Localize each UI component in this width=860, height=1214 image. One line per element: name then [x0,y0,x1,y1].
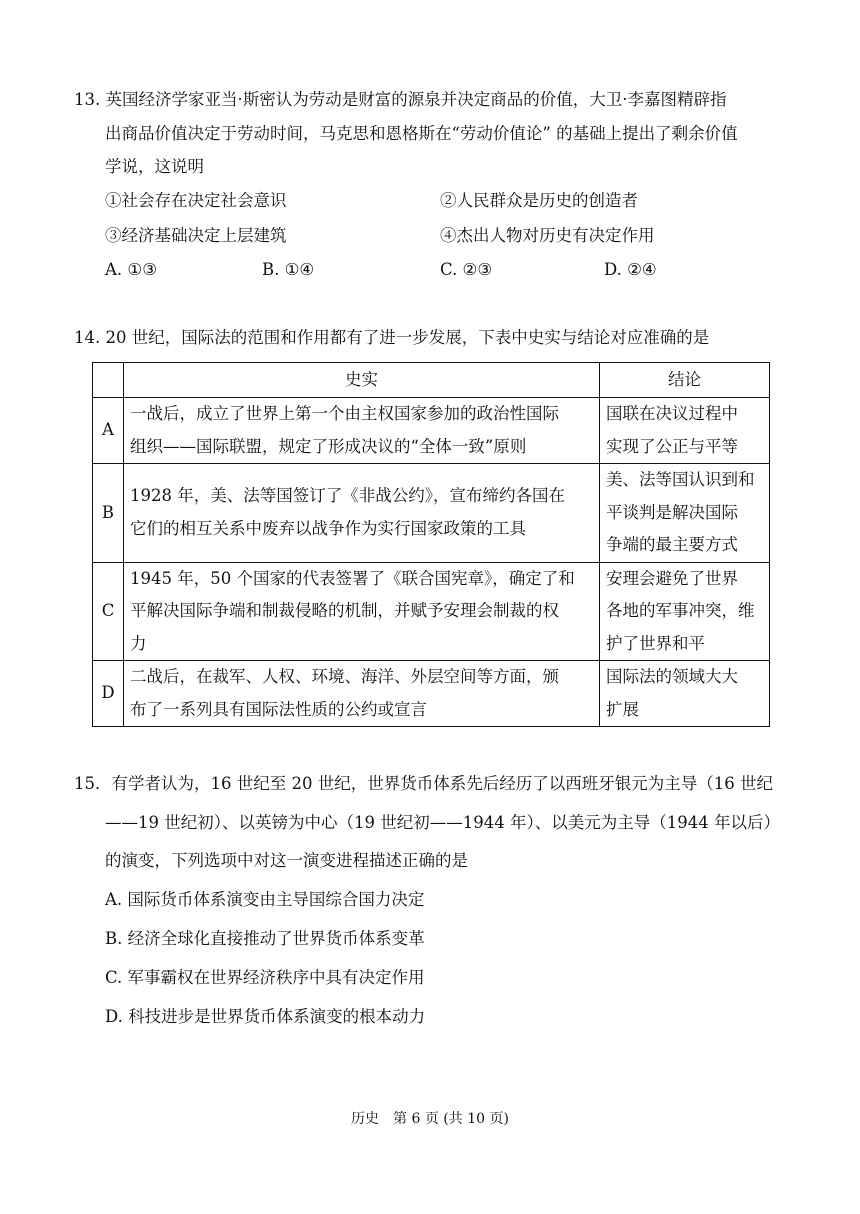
q13-statement-1: ①社会存在决定社会意识 [105,191,287,210]
q14-table [92,362,770,727]
fact-line: 1945 年，50 个国家的代表签署了《联合国宪章》，确定了和 [130,568,575,588]
q13-option-b: B. ①④ [262,260,315,279]
header-label-cell [93,363,124,398]
q13-stem-line-3: 学说，这说明 [105,157,204,176]
conclusion-line: 扩展 [606,699,639,719]
q15-option-b: B. 经济全球化直接推动了世界货币体系变革 [105,929,425,948]
row-label: B [93,464,124,563]
q15-stem-line-1: 15．有学者认为，16 世纪至 20 世纪，世界货币体系先后经历了以西班牙银元为主导（16 世纪 [74,774,773,793]
header-fact-cell: 史实 [124,363,600,398]
fact-line: 平解决国际争端和制裁侵略的机制，并赋予安理会制裁的权 [130,601,559,620]
conclusion-line: 安理会避免了世界 [606,568,738,588]
conclusion-line: 争端的最主要方式 [606,535,738,554]
table-row [93,464,770,563]
fact-line: 布了一系列具有国际法性质的公约或宣言 [130,699,427,719]
fact-line: 组织——国际联盟，规定了形成决议的“全体一致”原则 [130,436,527,456]
table-header-row [93,363,770,398]
conclusion-line: 平谈判是解决国际 [606,502,738,522]
fact-line: 二战后，在裁军、人权、环境、海洋、外层空间等方面，颁 [130,667,559,686]
fact-line: 1928 年，美、法等国签订了《非战公约》，宣布缔约各国在 [130,486,565,506]
q13-statement-4: ④杰出人物对历史有决定作用 [440,226,655,245]
table-row [93,562,770,661]
row-fact [124,562,600,661]
conclusion-line: 护了世界和平 [606,633,705,653]
q15-stem-line-3: 的演变，下列选项中对这一演变进程描述正确的是 [105,851,468,870]
row-conclusion [600,562,770,661]
header-conclusion-cell: 结论 [600,363,770,398]
row-label: C [93,562,124,661]
conclusion-line: 美、法等国认识到和 [606,470,755,489]
q13-stem-line-2: 出商品价值决定于劳动时间，马克思和恩格斯在“劳动价值论” 的基础上提出了剩余价值 [105,124,738,143]
row-conclusion [600,464,770,563]
q15-option-a: A. 国际货币体系演变由主导国综合国力决定 [105,890,425,909]
fact-line: 它们的相互关系中废弃以战争作为实行国家政策的工具 [130,518,526,538]
table-row [93,398,770,464]
q13-statement-2: ②人民群众是历史的创造者 [440,191,638,210]
row-fact [124,661,600,727]
row-label: A [93,398,124,464]
q15-option-d: D. 科技进步是世界货币体系演变的根本动力 [105,1007,426,1026]
q15-option-c: C. 军事霸权在世界经济秩序中具有决定作用 [105,968,425,987]
conclusion-line: 实现了公正与平等 [606,436,738,456]
fact-line: 力 [130,633,147,653]
q13-option-c: C. ②③ [440,260,493,279]
q14-stem: 14. 20 世纪，国际法的范围和作用都有了进一步发展，下表中史实与结论对应准确的是 [74,328,710,347]
q13-stem-line-1: 13. 英国经济学家亚当·斯密认为劳动是财富的源泉并决定商品的价值，大卫·李嘉图精辟指 [74,90,727,109]
q13-statement-3: ③经济基础决定上层建筑 [105,226,287,245]
row-label: D [93,661,124,727]
page-footer: 历史 第 6 页 (共 10 页) [351,1111,509,1127]
row-conclusion [600,398,770,464]
q13-option-d: D. ②④ [604,260,657,279]
table-row [93,661,770,727]
conclusion-line: 各地的军事冲突，维 [606,601,755,620]
row-fact [124,398,600,464]
q13-option-a: A. ①③ [105,260,157,279]
fact-line: 一战后，成立了世界上第一个由主权国家参加的政治性国际 [130,404,559,423]
conclusion-line: 国际法的领域大大 [606,667,738,686]
row-conclusion [600,661,770,727]
row-fact [124,464,600,563]
conclusion-line: 国联在决议过程中 [606,404,738,423]
q15-stem-line-2: ——19 世纪初）、以英镑为中心（19 世纪初——1944 年）、以美元为主导（1944 年以后） [105,813,780,832]
